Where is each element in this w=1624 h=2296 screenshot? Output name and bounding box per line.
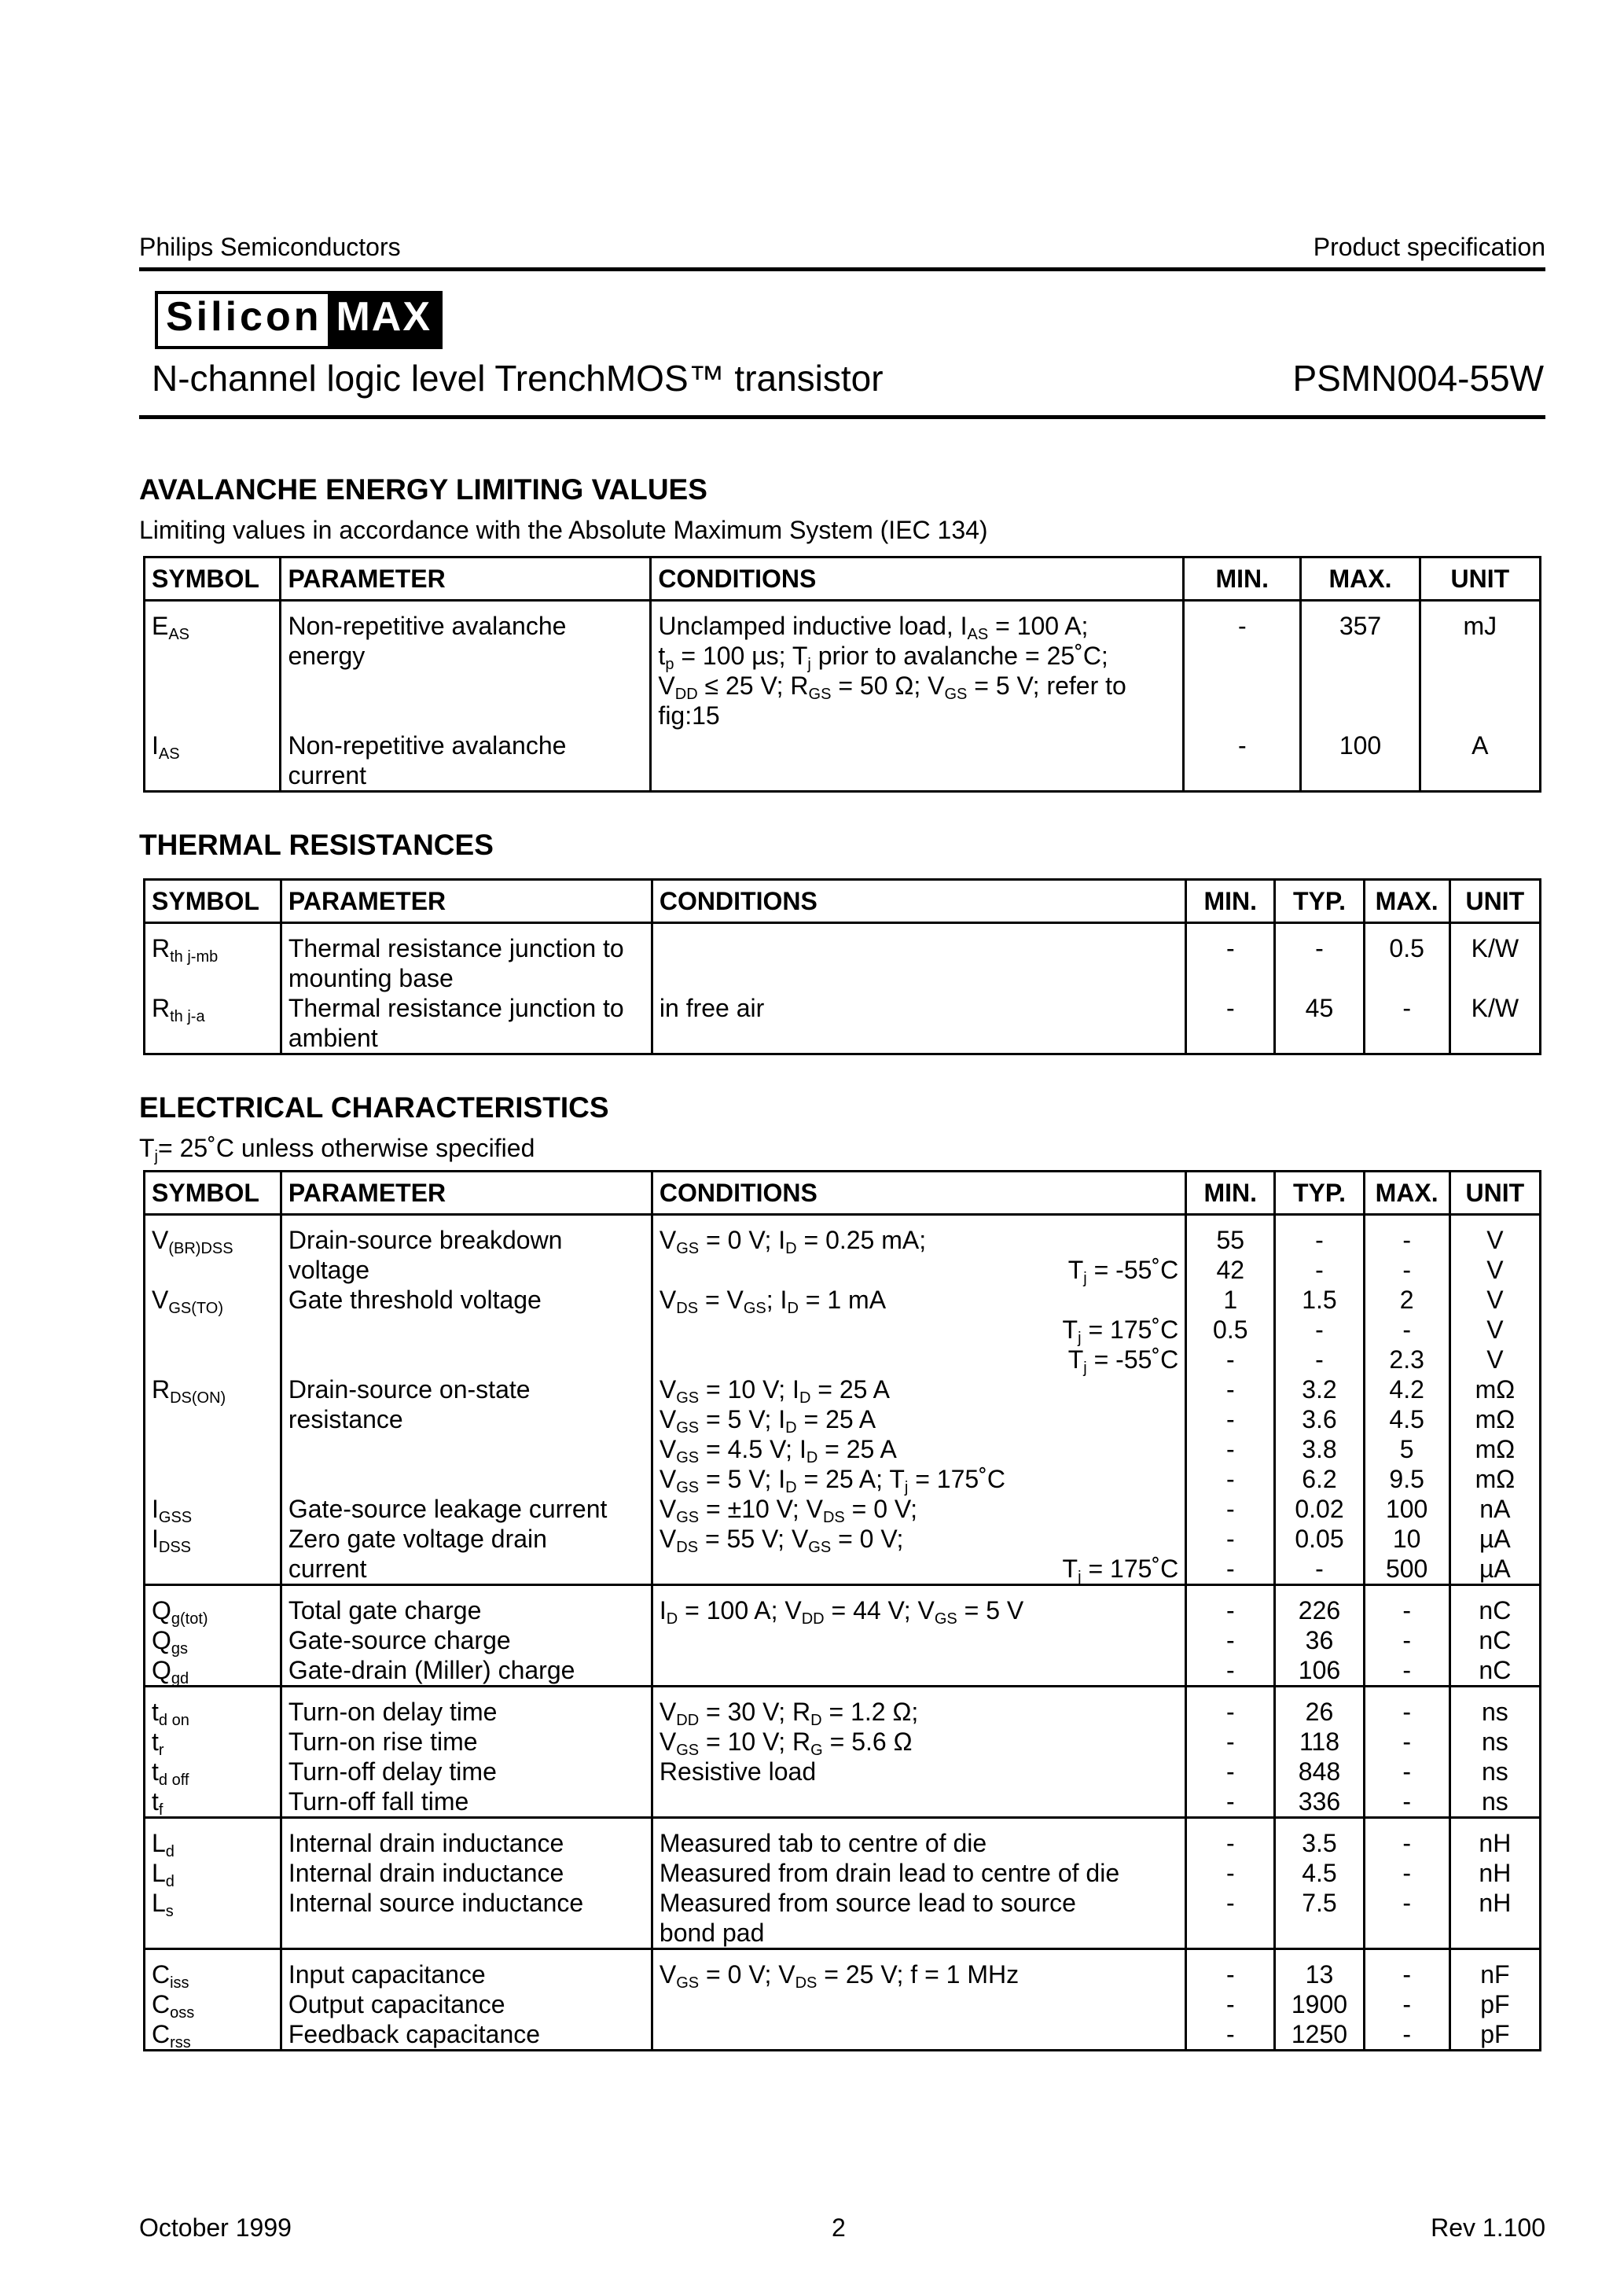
table-row: [145, 1285, 1541, 1315]
table-row: [145, 1687, 1541, 1728]
table-row: [145, 1315, 1541, 1345]
symbol: R: [152, 994, 171, 1022]
product-subtitle: N-channel logic level TrenchMOS™ transistor: [152, 358, 884, 399]
avalanche-table: [143, 556, 1541, 793]
typ-value: 118: [1275, 1727, 1364, 1757]
table-row: [145, 601, 1541, 731]
conditions: $V_{GS} = 10$ V; $R_G = 5.6$ Ω: [652, 1727, 1185, 1757]
parameter: [281, 1918, 652, 1949]
col-header: TYP.: [1275, 880, 1364, 923]
min-value: -: [1186, 923, 1275, 994]
parameter: [281, 1315, 652, 1345]
typ-value: [1275, 1918, 1364, 1949]
typ-value: 336: [1275, 1786, 1364, 1818]
conditions: $T_j$ = -55˚C: [652, 1345, 1185, 1374]
header-rule: [139, 267, 1545, 271]
min-value: -: [1186, 1655, 1275, 1687]
symbol: [145, 1315, 281, 1345]
symbol: $C_{oss}$: [145, 1989, 281, 2019]
unit: nC: [1449, 1655, 1540, 1687]
table-row: [145, 1858, 1541, 1888]
parameter: Zero gate voltage drain: [281, 1524, 652, 1554]
table-row: [145, 1494, 1541, 1524]
header-doc-type: Product specification: [1313, 233, 1545, 261]
min-value: -: [1186, 1989, 1275, 2019]
table-row: [145, 1255, 1541, 1285]
unit: mΩ: [1449, 1434, 1540, 1464]
min-value: [1186, 1918, 1275, 1949]
max-value: -: [1364, 1727, 1449, 1757]
unit: ns: [1449, 1727, 1540, 1757]
max-value: -: [1364, 1858, 1449, 1888]
table-row: [145, 1786, 1541, 1818]
typ-value: 3.8: [1275, 1434, 1364, 1464]
unit: µA: [1449, 1524, 1540, 1554]
max-value: 4.2: [1364, 1374, 1449, 1404]
max-value: -: [1364, 1687, 1449, 1728]
conditions: $V_{DS} = V_{GS}$; $I_D = 1$ mA: [652, 1285, 1185, 1315]
symbol: [145, 1918, 281, 1949]
col-header: UNIT: [1449, 880, 1540, 923]
conditions: $V_{DD} = 30$ V; $R_D = 1.2$ Ω;: [652, 1687, 1185, 1728]
max-value: 10: [1364, 1524, 1449, 1554]
parameter: Input capacitance: [281, 1949, 652, 1990]
conditions: $V_{GS} = 4.5$ V; $I_D = 25$ A: [652, 1434, 1185, 1464]
min-value: -: [1186, 2019, 1275, 2051]
symbol: $I_{DSS}$: [145, 1524, 281, 1554]
unit: ns: [1449, 1786, 1540, 1818]
max-value: -: [1364, 1757, 1449, 1786]
parameter: Turn-off delay time: [281, 1757, 652, 1786]
table-row: [145, 1404, 1541, 1434]
max-value: -: [1364, 1888, 1449, 1918]
col-header: MAX.: [1364, 880, 1449, 923]
symbol: [145, 1255, 281, 1285]
parameter: voltage: [281, 1255, 652, 1285]
symbol: R: [152, 934, 171, 962]
parameter: Feedback capacitance: [281, 2019, 652, 2051]
min-value: -: [1186, 1494, 1275, 1524]
min-value: 42: [1186, 1255, 1275, 1285]
section-heading-electrical: ELECTRICAL CHARACTERISTICS: [139, 1091, 609, 1124]
typ-value: 7.5: [1275, 1888, 1364, 1918]
footer-page-number: 2: [832, 2213, 846, 2242]
table-row: [145, 1949, 1541, 1990]
parameter: Internal drain inductance: [281, 1858, 652, 1888]
symbol: [145, 1345, 281, 1374]
conditions: Measured from source lead to source: [652, 1888, 1185, 1918]
min-value: -: [1186, 1888, 1275, 1918]
min-value: -: [1184, 601, 1301, 731]
symbol: $C_{rss}$: [145, 2019, 281, 2051]
symbol: E: [152, 612, 169, 640]
table-row: [145, 1818, 1541, 1859]
min-value: -: [1184, 730, 1301, 792]
unit: V: [1449, 1315, 1540, 1345]
table-row: [145, 1757, 1541, 1786]
table-row: [145, 1345, 1541, 1374]
typ-value: 1.5: [1275, 1285, 1364, 1315]
symbol: $V_{GS(TO)}$: [145, 1285, 281, 1315]
col-header: MIN.: [1186, 1172, 1275, 1215]
typ-value: 106: [1275, 1655, 1364, 1687]
conditions: $V_{GS} = 5$ V; $I_D = 25$ A: [652, 1404, 1185, 1434]
logo-part-1: Silicon: [166, 294, 322, 340]
symbol: $t_{d off}$: [145, 1757, 281, 1786]
min-value: -: [1186, 1625, 1275, 1655]
col-header: PARAMETER: [281, 1172, 652, 1215]
parameter: Output capacitance: [281, 1989, 652, 2019]
symbol-subscript: th j-mb: [170, 948, 219, 966]
parameter: Non-repetitive avalanche energy: [281, 601, 651, 731]
footer-revision: Rev 1.100: [1431, 2213, 1545, 2242]
col-header: PARAMETER: [281, 557, 651, 601]
title-rule: [139, 415, 1545, 419]
parameter: [281, 1434, 652, 1464]
parameter: Gate threshold voltage: [281, 1285, 652, 1315]
table-row: [145, 1215, 1541, 1256]
thermal-table: [143, 878, 1541, 1055]
typ-value: -: [1275, 1215, 1364, 1256]
table-row: [145, 1585, 1541, 1626]
parameter: Drain-source on-state: [281, 1374, 652, 1404]
max-value: 500: [1364, 1554, 1449, 1585]
max-value: -: [1364, 1255, 1449, 1285]
col-header: UNIT: [1420, 557, 1540, 601]
table-row: [145, 1989, 1541, 2019]
col-header: SYMBOL: [145, 880, 281, 923]
conditions: $T_j$ = 175˚C: [652, 1315, 1185, 1345]
symbol: $Q_{gs}$: [145, 1625, 281, 1655]
min-value: -: [1186, 1687, 1275, 1728]
conditions: $V_{GS} = 5$ V; $I_D = 25$ A; $T_j$ = 175˚C: [652, 1464, 1185, 1494]
unit: A: [1420, 730, 1540, 792]
max-value: -: [1364, 1655, 1449, 1687]
table-row: [145, 1524, 1541, 1554]
typ-value: 1900: [1275, 1989, 1364, 2019]
conditions: $V_{DS} = 55$ V; $V_{GS} = 0$ V;: [652, 1524, 1185, 1554]
unit: nF: [1449, 1949, 1540, 1990]
symbol-subscript: AS: [158, 745, 180, 763]
min-value: -: [1186, 1727, 1275, 1757]
conditions: Measured tab to centre of die: [652, 1818, 1185, 1859]
typ-value: 13: [1275, 1949, 1364, 1990]
unit: mJ: [1420, 601, 1540, 731]
min-value: -: [1186, 1404, 1275, 1434]
max-value: [1364, 1918, 1449, 1949]
section-heading-avalanche: AVALANCHE ENERGY LIMITING VALUES: [139, 473, 707, 506]
min-value: -: [1186, 1345, 1275, 1374]
max-value: -: [1364, 2019, 1449, 2051]
parameter: Internal drain inductance: [281, 1818, 652, 1859]
min-value: -: [1186, 993, 1275, 1054]
unit: V: [1449, 1285, 1540, 1315]
symbol: $L_d$: [145, 1858, 281, 1888]
min-value: -: [1186, 1524, 1275, 1554]
parameter: Turn-on rise time: [281, 1727, 652, 1757]
max-value: -: [1364, 1818, 1449, 1859]
max-value: -: [1364, 1585, 1449, 1626]
unit: mΩ: [1449, 1404, 1540, 1434]
table-row: [145, 1625, 1541, 1655]
conditions: in free air: [652, 993, 1185, 1054]
parameter: Turn-on delay time: [281, 1687, 652, 1728]
table-row: [145, 1554, 1541, 1585]
col-header: SYMBOL: [145, 1172, 281, 1215]
typ-value: 36: [1275, 1625, 1364, 1655]
col-header: SYMBOL: [145, 557, 281, 601]
conditions: $I_D = 100$ A; $V_{DD} = 44$ V; $V_{GS} = 5$ V: [652, 1585, 1185, 1626]
siliconmax-logo: [155, 291, 443, 349]
unit: ns: [1449, 1687, 1540, 1728]
parameter: resistance: [281, 1404, 652, 1434]
conditions: $V_{GS} = \pm 10$ V; $V_{DS} = 0$ V;: [652, 1494, 1185, 1524]
table-row: [145, 1655, 1541, 1687]
parameter: Gate-source charge: [281, 1625, 652, 1655]
parameter: current: [281, 1554, 652, 1585]
max-value: -: [1364, 1625, 1449, 1655]
unit: V: [1449, 1255, 1540, 1285]
typ-value: -: [1275, 1255, 1364, 1285]
parameter: Gate-source leakage current: [281, 1494, 652, 1524]
symbol: $t_{d on}$: [145, 1687, 281, 1728]
unit: K/W: [1449, 923, 1540, 994]
parameter: [281, 1345, 652, 1374]
symbol: [145, 1464, 281, 1494]
max-value: 5: [1364, 1434, 1449, 1464]
conditions: [651, 730, 1184, 792]
symbol: $t_f$: [145, 1786, 281, 1818]
typ-value: 0.02: [1275, 1494, 1364, 1524]
unit: pF: [1449, 1989, 1540, 2019]
parameter: [281, 1464, 652, 1494]
min-value: -: [1186, 1757, 1275, 1786]
typ-value: -: [1275, 1345, 1364, 1374]
conditions: $V_{GS} = 0$ V; $I_D = 0.25$ mA;: [652, 1215, 1185, 1256]
parameter: Non-repetitive avalanche current: [281, 730, 651, 792]
symbol: $I_{GSS}$: [145, 1494, 281, 1524]
symbol: [145, 1434, 281, 1464]
min-value: -: [1186, 1858, 1275, 1888]
conditions: [652, 2019, 1185, 2051]
max-value: 4.5: [1364, 1404, 1449, 1434]
unit: mΩ: [1449, 1464, 1540, 1494]
table-row: [145, 730, 1541, 792]
conditions: [652, 1989, 1185, 2019]
table-row: [145, 993, 1541, 1054]
unit: V: [1449, 1345, 1540, 1374]
typ-value: -: [1275, 1315, 1364, 1345]
unit: ns: [1449, 1757, 1540, 1786]
footer-date: October 1999: [139, 2213, 292, 2242]
typ-value: 226: [1275, 1585, 1364, 1626]
unit: nH: [1449, 1888, 1540, 1918]
min-value: -: [1186, 1374, 1275, 1404]
parameter: Total gate charge: [281, 1585, 652, 1626]
typ-value: 0.05: [1275, 1524, 1364, 1554]
typ-value: 1250: [1275, 2019, 1364, 2051]
max-value: 2: [1364, 1285, 1449, 1315]
col-header: CONDITIONS: [652, 880, 1185, 923]
conditions: bond pad: [652, 1918, 1185, 1949]
max-value: 0.5: [1364, 923, 1449, 994]
min-value: 1: [1186, 1285, 1275, 1315]
col-header: MIN.: [1184, 557, 1301, 601]
symbol-subscript: th j-a: [170, 1008, 205, 1025]
typ-value: 26: [1275, 1687, 1364, 1728]
typ-value: -: [1275, 1554, 1364, 1585]
section-heading-thermal: THERMAL RESISTANCES: [139, 829, 494, 861]
table-row: [145, 1374, 1541, 1404]
part-number: PSMN004-55W: [1292, 358, 1544, 399]
col-header: TYP.: [1275, 1172, 1364, 1215]
conditions: [652, 923, 1185, 994]
symbol: I: [152, 731, 159, 760]
min-value: -: [1186, 1786, 1275, 1818]
col-header: MIN.: [1186, 880, 1275, 923]
max-value: 357: [1301, 601, 1420, 731]
col-header: PARAMETER: [281, 880, 652, 923]
electrical-table: [143, 1170, 1541, 2051]
conditions: $V_{GS} = 10$ V; $I_D = 25$ A: [652, 1374, 1185, 1404]
parameter: Thermal resistance junction to mounting base: [281, 923, 652, 994]
max-value: -: [1364, 1949, 1449, 1990]
header-company: Philips Semiconductors: [139, 233, 401, 261]
conditions: [652, 1625, 1185, 1655]
typ-value: 3.5: [1275, 1818, 1364, 1859]
typ-value: 4.5: [1275, 1858, 1364, 1888]
unit: nH: [1449, 1818, 1540, 1859]
parameter: Drain-source breakdown: [281, 1215, 652, 1256]
min-value: -: [1186, 1464, 1275, 1494]
min-value: 0.5: [1186, 1315, 1275, 1345]
col-header: UNIT: [1449, 1172, 1540, 1215]
electrical-note: $T_j=$ 25˚C unless otherwise specified: [139, 1134, 535, 1165]
parameter: Internal source inductance: [281, 1888, 652, 1918]
symbol: $L_s$: [145, 1888, 281, 1918]
min-value: -: [1186, 1818, 1275, 1859]
table-row: [145, 2019, 1541, 2051]
unit: [1449, 1918, 1540, 1949]
symbol: $R_{DS(ON)}$: [145, 1374, 281, 1404]
avalanche-note: Limiting values in accordance with the Absolute Maximum System (IEC 134): [139, 516, 988, 544]
symbol: $Q_{g(tot)}$: [145, 1585, 281, 1626]
col-header: MAX.: [1301, 557, 1420, 601]
table-row: [145, 1727, 1541, 1757]
col-header: MAX.: [1364, 1172, 1449, 1215]
max-value: -: [1364, 1315, 1449, 1345]
parameter: Thermal resistance junction to ambient: [281, 993, 652, 1054]
table-row: [145, 1464, 1541, 1494]
parameter: Turn-off fall time: [281, 1786, 652, 1818]
unit: K/W: [1449, 993, 1540, 1054]
conditions: Unclamped inductive load, $I_{AS} = 100$ A; $t_p = 100$ µs; $T_j$ prior to avalanche = 25˚C; $V_{DD} \le 25$ V; $R_{GS} = 50$ Ω; $V_{GS} = 5$ V; refer to fig:15: [651, 601, 1184, 731]
unit: nC: [1449, 1585, 1540, 1626]
typ-value: 6.2: [1275, 1464, 1364, 1494]
col-header: CONDITIONS: [651, 557, 1184, 601]
typ-value: 3.2: [1275, 1374, 1364, 1404]
unit: mΩ: [1449, 1374, 1540, 1404]
min-value: -: [1186, 1554, 1275, 1585]
max-value: -: [1364, 993, 1449, 1054]
unit: nA: [1449, 1494, 1540, 1524]
symbol: [145, 1554, 281, 1585]
symbol: $V_{(BR)DSS}$: [145, 1215, 281, 1256]
table-row: [145, 1888, 1541, 1918]
max-value: 9.5: [1364, 1464, 1449, 1494]
symbol-subscript: AS: [168, 626, 190, 643]
unit: µA: [1449, 1554, 1540, 1585]
symbol: $Q_{gd}$: [145, 1655, 281, 1687]
min-value: -: [1186, 1434, 1275, 1464]
min-value: -: [1186, 1585, 1275, 1626]
max-value: -: [1364, 1989, 1449, 2019]
conditions: [652, 1655, 1185, 1687]
max-value: -: [1364, 1215, 1449, 1256]
min-value: 55: [1186, 1215, 1275, 1256]
conditions: $T_j$ = -55˚C: [652, 1255, 1185, 1285]
max-value: 100: [1364, 1494, 1449, 1524]
unit: nH: [1449, 1858, 1540, 1888]
table-row: [145, 1434, 1541, 1464]
symbol: $L_d$: [145, 1818, 281, 1859]
typ-value: 3.6: [1275, 1404, 1364, 1434]
unit: pF: [1449, 2019, 1540, 2051]
min-value: -: [1186, 1949, 1275, 1990]
symbol: $t_r$: [145, 1727, 281, 1757]
max-value: -: [1364, 1786, 1449, 1818]
conditions: Measured from drain lead to centre of die: [652, 1858, 1185, 1888]
table-row: [145, 1918, 1541, 1949]
max-value: 2.3: [1364, 1345, 1449, 1374]
typ-value: -: [1275, 923, 1364, 994]
max-value: 100: [1301, 730, 1420, 792]
symbol: [145, 1404, 281, 1434]
parameter: Gate-drain (Miller) charge: [281, 1655, 652, 1687]
logo-part-2: MAX: [328, 294, 439, 346]
symbol: $C_{iss}$: [145, 1949, 281, 1990]
unit: V: [1449, 1215, 1540, 1256]
col-header: CONDITIONS: [652, 1172, 1185, 1215]
conditions: $T_j$ = 175˚C: [652, 1554, 1185, 1585]
conditions: [652, 1786, 1185, 1818]
typ-value: 45: [1275, 993, 1364, 1054]
unit: nC: [1449, 1625, 1540, 1655]
conditions: Resistive load: [652, 1757, 1185, 1786]
table-row: [145, 923, 1541, 994]
typ-value: 848: [1275, 1757, 1364, 1786]
conditions: $V_{GS} = 0$ V; $V_{DS} = 25$ V; f = 1 MHz: [652, 1949, 1185, 1990]
